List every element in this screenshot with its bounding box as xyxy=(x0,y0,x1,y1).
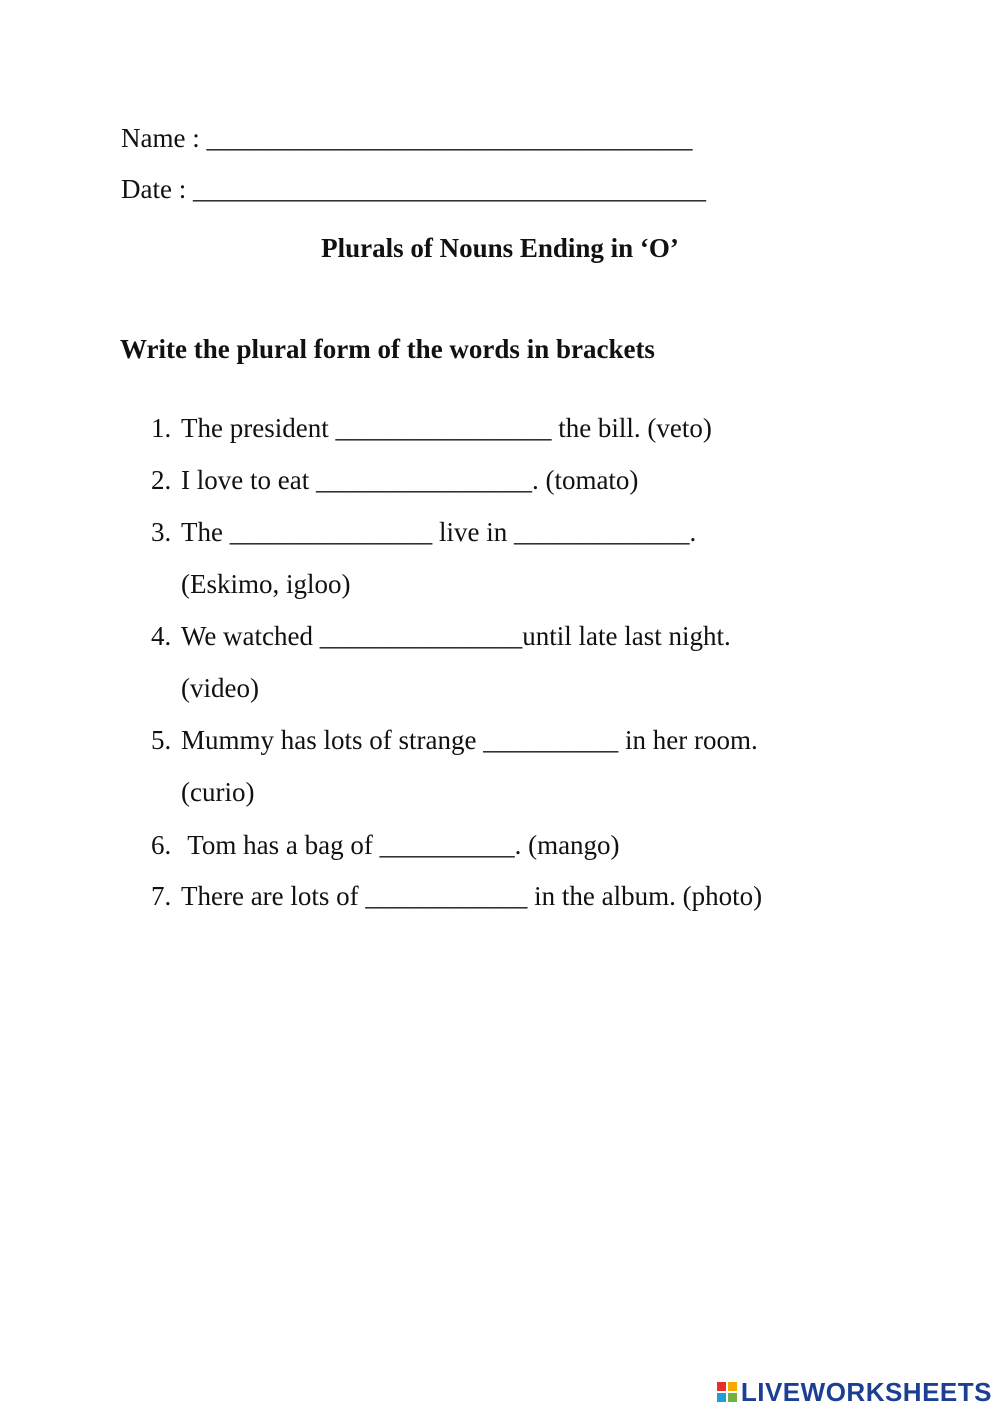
question-3-hint: (Eskimo, igloo) xyxy=(181,569,351,599)
date-field-line: Date : ______________________________________ xyxy=(121,174,706,204)
question-6 xyxy=(151,832,620,859)
question-text: Mummy has lots of strange __________ in her room. xyxy=(181,725,758,755)
liveworksheets-logo-icon xyxy=(717,1382,737,1402)
question-text: I love to eat ________________. (tomato) xyxy=(181,465,639,495)
logo-square xyxy=(728,1382,737,1391)
question-text: Tom has a bag of __________. (mango) xyxy=(181,830,620,860)
question-7 xyxy=(151,883,762,910)
question-number: 5. xyxy=(151,725,172,755)
question-number: 4. xyxy=(151,621,172,651)
question-text: There are lots of ____________ in the album. (photo) xyxy=(181,881,763,911)
logo-square xyxy=(728,1393,737,1402)
question-text: We watched _______________until late last night. xyxy=(181,621,731,651)
question-4 xyxy=(151,623,731,650)
brand-name: LIVEWORKSHEETS xyxy=(740,1376,992,1407)
question-text: The _______________ live in _____________. xyxy=(181,517,697,547)
name-field-line: Name : ____________________________________ xyxy=(121,123,693,153)
question-number: 7. xyxy=(151,881,172,911)
question-1 xyxy=(151,415,712,442)
question-number: 1. xyxy=(151,413,172,443)
question-text: The president ________________ the bill. (veto) xyxy=(181,413,712,443)
question-5-hint: (curio) xyxy=(181,777,255,807)
question-4-hint: (video) xyxy=(181,673,259,703)
question-3 xyxy=(151,519,696,546)
logo-square xyxy=(717,1382,726,1391)
question-number: 2. xyxy=(151,465,172,495)
question-number: 3. xyxy=(151,517,172,547)
question-5 xyxy=(151,727,758,754)
question-number: 6. xyxy=(151,830,172,860)
worksheet-title: Plurals of Nouns Ending in ‘O’ xyxy=(321,233,679,263)
question-2 xyxy=(151,467,638,494)
liveworksheets-logo xyxy=(717,1377,992,1407)
instruction-heading: Write the plural form of the words in brackets xyxy=(120,334,655,364)
logo-square xyxy=(717,1393,726,1402)
